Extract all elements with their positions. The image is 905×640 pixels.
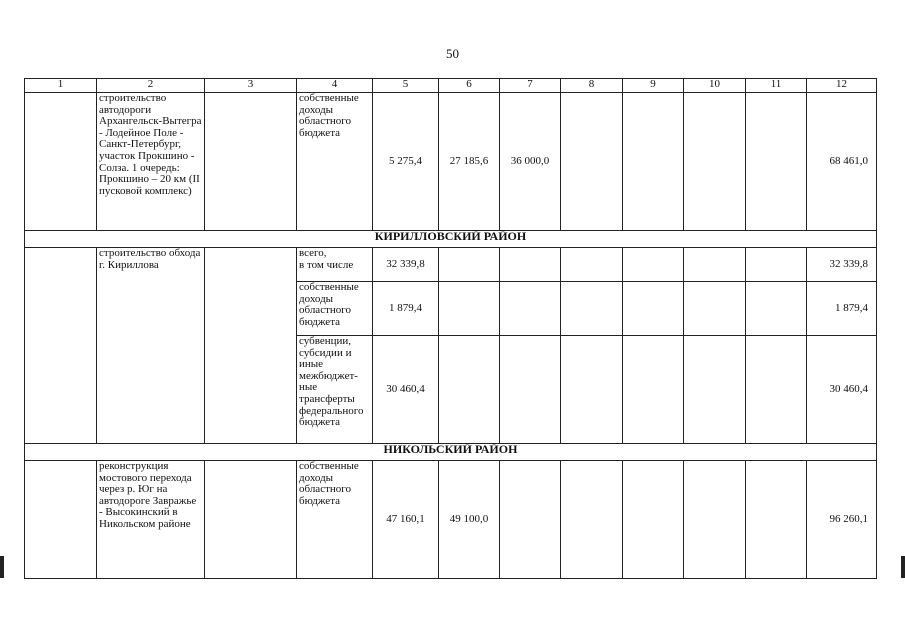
cell-col1	[25, 93, 97, 231]
column-header: 8	[561, 79, 623, 93]
table-row	[25, 461, 877, 579]
cell-col8	[561, 93, 623, 231]
cell-col1	[25, 248, 97, 444]
column-header-row	[25, 79, 877, 93]
column-header: 5	[373, 79, 439, 93]
cell-col10	[684, 93, 746, 231]
funding-source: всего, в том числе	[297, 248, 373, 282]
cell-col9	[623, 461, 684, 579]
cell-col7	[500, 336, 561, 444]
cell-col6	[439, 336, 500, 444]
funding-source: собственные доходы областного бюджета	[297, 93, 373, 231]
cell-col10	[684, 248, 746, 282]
value-col5: 1 879,4	[373, 282, 439, 336]
value-col12: 30 460,4	[807, 336, 877, 444]
cell-col1	[25, 461, 97, 579]
cell-col8	[561, 461, 623, 579]
object-name: строительство автодороги Архангельск-Вытегра - Лодейное Поле - Санкт-Петербург, участок Прокшино - Солза. 1 очередь: Прокшино – 20 км (II пусковой комплекс)	[97, 93, 205, 231]
cell-col6	[439, 282, 500, 336]
cell-col3	[205, 93, 297, 231]
column-header: 12	[807, 79, 877, 93]
value-col5: 30 460,4	[373, 336, 439, 444]
scan-edge-mark	[0, 556, 4, 578]
scan-edge-mark	[901, 556, 905, 578]
section-title: КИРИЛЛОВСКИЙ РАЙОН	[25, 231, 877, 248]
column-header: 7	[500, 79, 561, 93]
budget-table	[24, 78, 877, 579]
funding-source: собственные доходы областного бюджета	[297, 282, 373, 336]
cell-col3	[205, 248, 297, 444]
cell-col11	[746, 93, 807, 231]
cell-col9	[623, 93, 684, 231]
value-col5: 5 275,4	[373, 93, 439, 231]
value-col12: 1 879,4	[807, 282, 877, 336]
value-col12: 96 260,1	[807, 461, 877, 579]
cell-col9	[623, 336, 684, 444]
column-header: 1	[25, 79, 97, 93]
value-col5: 47 160,1	[373, 461, 439, 579]
cell-col7	[500, 248, 561, 282]
cell-col9	[623, 282, 684, 336]
section-row	[25, 444, 877, 461]
column-header: 4	[297, 79, 373, 93]
value-col6: 49 100,0	[439, 461, 500, 579]
column-header: 3	[205, 79, 297, 93]
cell-col8	[561, 336, 623, 444]
value-col7: 36 000,0	[500, 93, 561, 231]
funding-source: собственные доходы областного бюджета	[297, 461, 373, 579]
cell-col6	[439, 248, 500, 282]
column-header: 10	[684, 79, 746, 93]
cell-col10	[684, 282, 746, 336]
section-title: НИКОЛЬСКИЙ РАЙОН	[25, 444, 877, 461]
cell-col9	[623, 248, 684, 282]
object-name: строительство обхода г. Кириллова	[97, 248, 205, 444]
section-row	[25, 231, 877, 248]
cell-col8	[561, 282, 623, 336]
cell-col11	[746, 282, 807, 336]
value-col5: 32 339,8	[373, 248, 439, 282]
object-name: реконструкция мостового перехода через р. Юг на автодороге Завражье - Высокинский в Никольском районе	[97, 461, 205, 579]
cell-col10	[684, 461, 746, 579]
table-row	[25, 248, 877, 282]
cell-col11	[746, 248, 807, 282]
cell-col7	[500, 282, 561, 336]
cell-col11	[746, 461, 807, 579]
funding-source: субвенции, субсидии и иные межбюджет-ные трансферты федерального бюджета	[297, 336, 373, 444]
cell-col8	[561, 248, 623, 282]
column-header: 11	[746, 79, 807, 93]
value-col12: 68 461,0	[807, 93, 877, 231]
cell-col3	[205, 461, 297, 579]
column-header: 2	[97, 79, 205, 93]
cell-col11	[746, 336, 807, 444]
cell-col10	[684, 336, 746, 444]
page-number: 50	[446, 46, 459, 61]
value-col6: 27 185,6	[439, 93, 500, 231]
column-header: 6	[439, 79, 500, 93]
value-col12: 32 339,8	[807, 248, 877, 282]
column-header: 9	[623, 79, 684, 93]
cell-col7	[500, 461, 561, 579]
table-row	[25, 93, 877, 231]
